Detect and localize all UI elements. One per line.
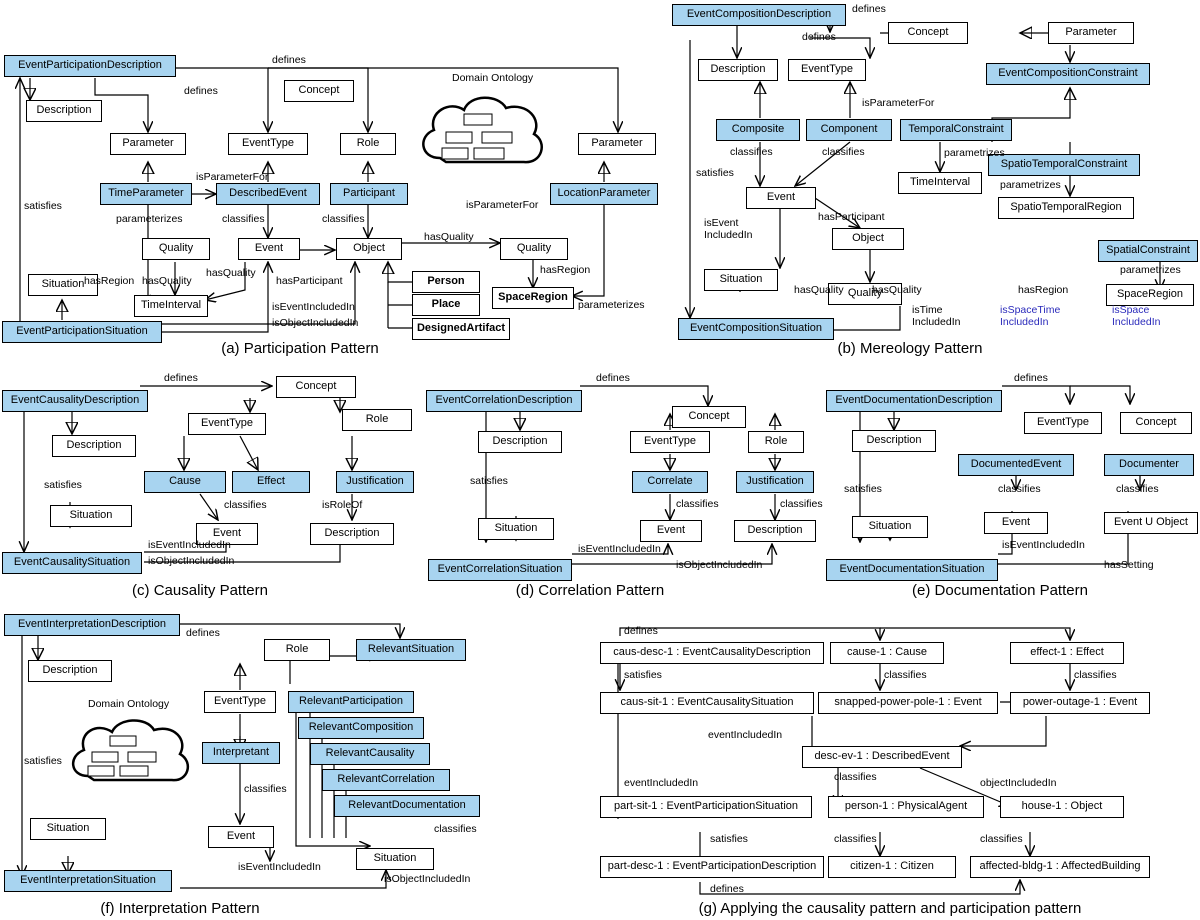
node-event-e[interactable]: Event <box>984 512 1048 534</box>
label-iseventincludedin-c: isEventIncludedIn <box>148 539 231 551</box>
node-quality-right[interactable]: Quality <box>500 238 568 260</box>
node-temporalconstraint[interactable]: TemporalConstraint <box>900 119 1012 141</box>
label-defines-g2: defines <box>710 883 744 895</box>
node-spatialconstraint[interactable]: SpatialConstraint <box>1098 240 1198 262</box>
node-role-c[interactable]: Role <box>342 409 412 431</box>
node-eventcausalitydescription[interactable]: EventCausalityDescription <box>2 390 148 412</box>
label-parametrizes-b1: parametrizes <box>944 147 1005 159</box>
node-effect-1[interactable]: effect-1 : Effect <box>1010 642 1124 664</box>
label-defines-d: defines <box>596 372 630 384</box>
label-defines-b2: defines <box>802 31 836 43</box>
node-situation[interactable]: Situation <box>28 274 98 296</box>
label-classifies-g3: classifies <box>834 771 877 783</box>
node-correlate[interactable]: Correlate <box>632 471 708 493</box>
node-cause[interactable]: Cause <box>144 471 226 493</box>
node-eventtype-d[interactable]: EventType <box>630 431 710 453</box>
label-domain-ontology-a: Domain Ontology <box>452 72 534 84</box>
node-caus-desc-1[interactable]: caus-desc-1 : EventCausalityDescription <box>600 642 824 664</box>
label-classifies-d1: classifies <box>676 498 719 510</box>
label-hasquality-a3: hasQuality <box>206 267 256 279</box>
node-description[interactable]: Description <box>26 100 102 122</box>
label-isparameterfor-a1: isParameterFor <box>196 171 269 183</box>
node-effect[interactable]: Effect <box>232 471 310 493</box>
label-classifies-a2: classifies <box>322 213 365 225</box>
node-concept-e[interactable]: Concept <box>1120 412 1192 434</box>
node-designedartifact[interactable]: DesignedArtifact <box>412 318 510 340</box>
panel-causality-pattern <box>0 372 430 612</box>
label-hasquality-a1: hasQuality <box>424 231 474 243</box>
node-spatiotemporalregion[interactable]: SpatioTemporalRegion <box>998 197 1134 219</box>
label-classifies-g5: classifies <box>980 833 1023 845</box>
node-relevantparticipation[interactable]: RelevantParticipation <box>288 691 414 713</box>
node-description-e[interactable]: Description <box>852 430 936 452</box>
label-isparameterfor-a2: isParameterFor <box>466 199 539 211</box>
node-description-c2[interactable]: Description <box>310 523 394 545</box>
node-eventtype-e[interactable]: EventType <box>1024 412 1102 434</box>
label-isspacetimeincludedin-b: isSpaceTime IncludedIn <box>1000 304 1061 328</box>
node-eventdocumentationdescription[interactable]: EventDocumentationDescription <box>826 390 1002 412</box>
node-timeparameter[interactable]: TimeParameter <box>100 183 192 205</box>
node-event-d[interactable]: Event <box>640 520 702 542</box>
label-defines-g1: defines <box>624 625 658 637</box>
label-iseventincludedin-a: isEventIncludedIn <box>272 301 355 313</box>
label-defines-a1: defines <box>272 54 306 66</box>
label-eventincludedin-g1: eventIncludedIn <box>708 729 783 741</box>
node-concept-c[interactable]: Concept <box>276 376 356 398</box>
label-satisfies-g1: satisfies <box>624 669 662 681</box>
label-classifies-g2: classifies <box>1074 669 1117 681</box>
node-snapped-power-pole-1[interactable]: snapped-power-pole-1 : Event <box>818 692 998 714</box>
label-hasparticipant-a: hasParticipant <box>276 275 343 287</box>
label-classifies-e1: classifies <box>998 483 1041 495</box>
label-isparameterfor-b: isParameterFor <box>862 97 935 109</box>
node-description-d[interactable]: Description <box>478 431 562 453</box>
caption-f: (f) Interpretation Pattern <box>100 900 260 917</box>
node-composite[interactable]: Composite <box>716 119 800 141</box>
node-relevantcausality[interactable]: RelevantCausality <box>310 743 430 765</box>
node-description-b[interactable]: Description <box>698 59 778 81</box>
label-hasregion-a1: hasRegion <box>540 264 591 276</box>
node-eventparticipationdescription[interactable]: EventParticipationDescription <box>4 55 176 77</box>
node-parameter-left[interactable]: Parameter <box>110 133 186 155</box>
node-power-outage-1[interactable]: power-outage-1 : Event <box>1010 692 1150 714</box>
node-role-d[interactable]: Role <box>748 431 804 453</box>
node-description-c[interactable]: Description <box>52 435 136 457</box>
label-hasregion-b: hasRegion <box>1018 284 1069 296</box>
node-situation-b[interactable]: Situation <box>704 269 778 291</box>
node-eventcausalitysituation[interactable]: EventCausalitySituation <box>2 552 142 574</box>
node-situation-f[interactable]: Situation <box>30 818 106 840</box>
node-citizen-1[interactable]: citizen-1 : Citizen <box>828 856 956 878</box>
label-isobjectincludedin-d: isObjectIncludedIn <box>676 559 763 571</box>
node-justification-d[interactable]: Justification <box>736 471 814 493</box>
node-situation-d[interactable]: Situation <box>478 518 554 540</box>
node-person[interactable]: Person <box>412 271 480 293</box>
label-classifies-g1: classifies <box>884 669 927 681</box>
node-eventcompositionconstraint[interactable]: EventCompositionConstraint <box>986 63 1150 85</box>
label-satisfies-g2: satisfies <box>710 833 748 845</box>
node-eventcompositionsituation[interactable]: EventCompositionSituation <box>678 318 834 340</box>
panel-correlation-pattern <box>420 372 823 612</box>
node-event-c[interactable]: Event <box>196 523 258 545</box>
node-quality-b[interactable]: Quality <box>828 283 902 305</box>
node-spaceregion-b[interactable]: SpaceRegion <box>1106 284 1194 306</box>
node-eventcompositiondescription[interactable]: EventCompositionDescription <box>672 4 846 26</box>
node-role-f[interactable]: Role <box>264 639 330 661</box>
label-defines-b1: defines <box>852 3 886 15</box>
node-eventcorrelationdescription[interactable]: EventCorrelationDescription <box>426 390 582 412</box>
node-place[interactable]: Place <box>412 294 480 316</box>
node-affected-bldg-1[interactable]: affected-bldg-1 : AffectedBuilding <box>970 856 1150 878</box>
label-satisfies-f: satisfies <box>24 755 62 767</box>
label-parametrizes-b3: parametrizes <box>1120 264 1181 276</box>
label-satisfies-e: satisfies <box>844 483 882 495</box>
caption-a: (a) Participation Pattern <box>221 340 379 357</box>
node-cause-1[interactable]: cause-1 : Cause <box>830 642 944 664</box>
label-hasquality-a2: hasQuality <box>142 275 192 287</box>
label-classifies-b2: classifies <box>822 146 865 158</box>
label-iseventincludedin-e: isEventIncludedIn <box>1002 539 1085 551</box>
node-person-1[interactable]: person-1 : PhysicalAgent <box>828 796 984 818</box>
label-classifies-f1: classifies <box>244 783 287 795</box>
label-defines-a2: defines <box>184 85 218 97</box>
label-istimeincludedin-b: isTime IncludedIn <box>912 304 961 328</box>
node-concept-b[interactable]: Concept <box>888 22 968 44</box>
label-classifies-c: classifies <box>224 499 267 511</box>
node-participant[interactable]: Participant <box>330 183 408 205</box>
node-role[interactable]: Role <box>340 133 396 155</box>
node-part-desc-1[interactable]: part-desc-1 : EventParticipationDescription <box>600 856 824 878</box>
node-eventparticipationsituation[interactable]: EventParticipationSituation <box>2 321 162 343</box>
node-timeinterval-b[interactable]: TimeInterval <box>898 172 982 194</box>
node-eventinterpretationdescription[interactable]: EventInterpretationDescription <box>4 614 180 636</box>
node-description-d2[interactable]: Description <box>734 520 816 542</box>
node-eventinterpretationsituation[interactable]: EventInterpretationSituation <box>4 870 172 892</box>
label-hasregion-a2: hasRegion <box>84 275 135 287</box>
node-parameter-right[interactable]: Parameter <box>578 133 656 155</box>
node-concept[interactable]: Concept <box>284 80 354 102</box>
label-classifies-f2: classifies <box>434 823 477 835</box>
label-isspaceincludedin-b: isSpace IncludedIn <box>1112 304 1161 328</box>
label-classifies-d2: classifies <box>780 498 823 510</box>
node-eventtype[interactable]: EventType <box>228 133 308 155</box>
label-hassetting-e: hasSetting <box>1104 559 1154 571</box>
node-interpretant[interactable]: Interpretant <box>202 742 280 764</box>
label-classifies-b1: classifies <box>730 146 773 158</box>
caption-g: (g) Applying the causality pattern and participation pattern <box>698 900 1082 917</box>
label-defines-c: defines <box>164 372 198 384</box>
node-spaceregion[interactable]: SpaceRegion <box>492 287 574 309</box>
label-iseventincludedin-b: isEvent IncludedIn <box>704 217 753 241</box>
node-situation-e[interactable]: Situation <box>852 516 928 538</box>
label-domain-ontology-f: Domain Ontology <box>88 698 170 710</box>
node-caus-sit-1[interactable]: caus-sit-1 : EventCausalitySituation <box>600 692 814 714</box>
node-relevantcomposition[interactable]: RelevantComposition <box>298 717 424 739</box>
node-eventtype-b[interactable]: EventType <box>788 59 866 81</box>
node-eventtype-f[interactable]: EventType <box>204 691 276 713</box>
node-documentedevent[interactable]: DocumentedEvent <box>958 454 1074 476</box>
node-relevantsituation[interactable]: RelevantSituation <box>356 639 466 661</box>
node-description-f[interactable]: Description <box>28 660 112 682</box>
caption-e: (e) Documentation Pattern <box>912 582 1088 599</box>
node-event-b[interactable]: Event <box>746 187 816 209</box>
node-timeinterval[interactable]: TimeInterval <box>134 295 208 317</box>
node-event-f[interactable]: Event <box>208 826 274 848</box>
label-iseventincludedin-d: isEventIncludedIn <box>578 543 661 555</box>
label-hasquality-b1: hasQuality <box>794 284 844 296</box>
node-event-u-object[interactable]: Event U Object <box>1104 512 1198 534</box>
node-object[interactable]: Object <box>336 238 402 260</box>
node-describedevent[interactable]: DescribedEvent <box>216 183 320 205</box>
caption-d: (d) Correlation Pattern <box>515 582 665 599</box>
label-defines-e: defines <box>1014 372 1048 384</box>
node-component[interactable]: Component <box>806 119 892 141</box>
label-classifies-a1: classifies <box>222 213 265 225</box>
node-eventcorrelationsituation[interactable]: EventCorrelationSituation <box>428 559 572 581</box>
label-isobjectincludedin-a: isObjectIncludedIn <box>272 317 359 329</box>
label-hasparticipant-b: hasParticipant <box>818 211 885 223</box>
node-documenter[interactable]: Documenter <box>1104 454 1194 476</box>
node-object-b[interactable]: Object <box>832 228 904 250</box>
label-parameterizes-a2: parameterizes <box>578 299 645 311</box>
node-house-1[interactable]: house-1 : Object <box>1000 796 1124 818</box>
node-desc-ev-1[interactable]: desc-ev-1 : DescribedEvent <box>802 746 962 768</box>
domain-ontology-cloud <box>412 88 552 188</box>
label-classifies-g4: classifies <box>834 833 877 845</box>
caption-b: (b) Mereology Pattern <box>837 340 983 357</box>
node-parameter-b[interactable]: Parameter <box>1048 22 1134 44</box>
panel-mereology-pattern <box>600 0 1200 360</box>
label-isobjectincludedin-c: isObjectIncludedIn <box>148 555 235 567</box>
node-part-sit-1[interactable]: part-sit-1 : EventParticipationSituation <box>600 796 812 818</box>
label-iseventincludedin-f: isEventIncludedIn <box>238 861 321 873</box>
label-hasquality-b2: hasQuality <box>872 284 922 296</box>
label-parameterizes-a: parameterizes <box>116 213 183 225</box>
node-eventtype-c[interactable]: EventType <box>188 413 266 435</box>
node-spatiotemporalconstraint[interactable]: SpatioTemporalConstraint <box>988 154 1140 176</box>
node-justification-c[interactable]: Justification <box>336 471 414 493</box>
label-satisfies-a: satisfies <box>24 200 62 212</box>
caption-c: (c) Causality Pattern <box>132 582 268 599</box>
domain-ontology-cloud-f <box>62 710 202 806</box>
label-isobjectincludedin-f: isObjectIncludedIn <box>384 873 471 885</box>
panel-participation-pattern <box>0 0 651 360</box>
label-satisfies-d: satisfies <box>470 475 508 487</box>
label-eventincludedin-g2: eventIncludedIn <box>624 777 699 789</box>
node-concept-d[interactable]: Concept <box>672 406 746 428</box>
label-satisfies-b: satisfies <box>696 167 734 179</box>
node-relevantdocumentation[interactable]: RelevantDocumentation <box>334 795 480 817</box>
label-parametrizes-b2: parametrizes <box>1000 179 1061 191</box>
node-situation-c[interactable]: Situation <box>50 505 132 527</box>
label-satisfies-c: satisfies <box>44 479 82 491</box>
node-situation-f2[interactable]: Situation <box>356 848 434 870</box>
label-defines-f: defines <box>186 627 220 639</box>
panel-documentation-pattern <box>820 372 1200 612</box>
node-locationparameter[interactable]: LocationParameter <box>550 183 658 205</box>
node-eventdocumentationsituation[interactable]: EventDocumentationSituation <box>826 559 998 581</box>
node-event[interactable]: Event <box>238 238 300 260</box>
label-objectincludedin-g: objectIncludedIn <box>980 777 1057 789</box>
node-quality-left[interactable]: Quality <box>142 238 210 260</box>
label-classifies-e2: classifies <box>1116 483 1159 495</box>
label-isroleof-c: isRoleOf <box>322 499 363 511</box>
panel-interpretation-pattern <box>0 606 520 917</box>
node-relevantcorrelation[interactable]: RelevantCorrelation <box>322 769 450 791</box>
panel-applying-patterns <box>580 606 1200 917</box>
